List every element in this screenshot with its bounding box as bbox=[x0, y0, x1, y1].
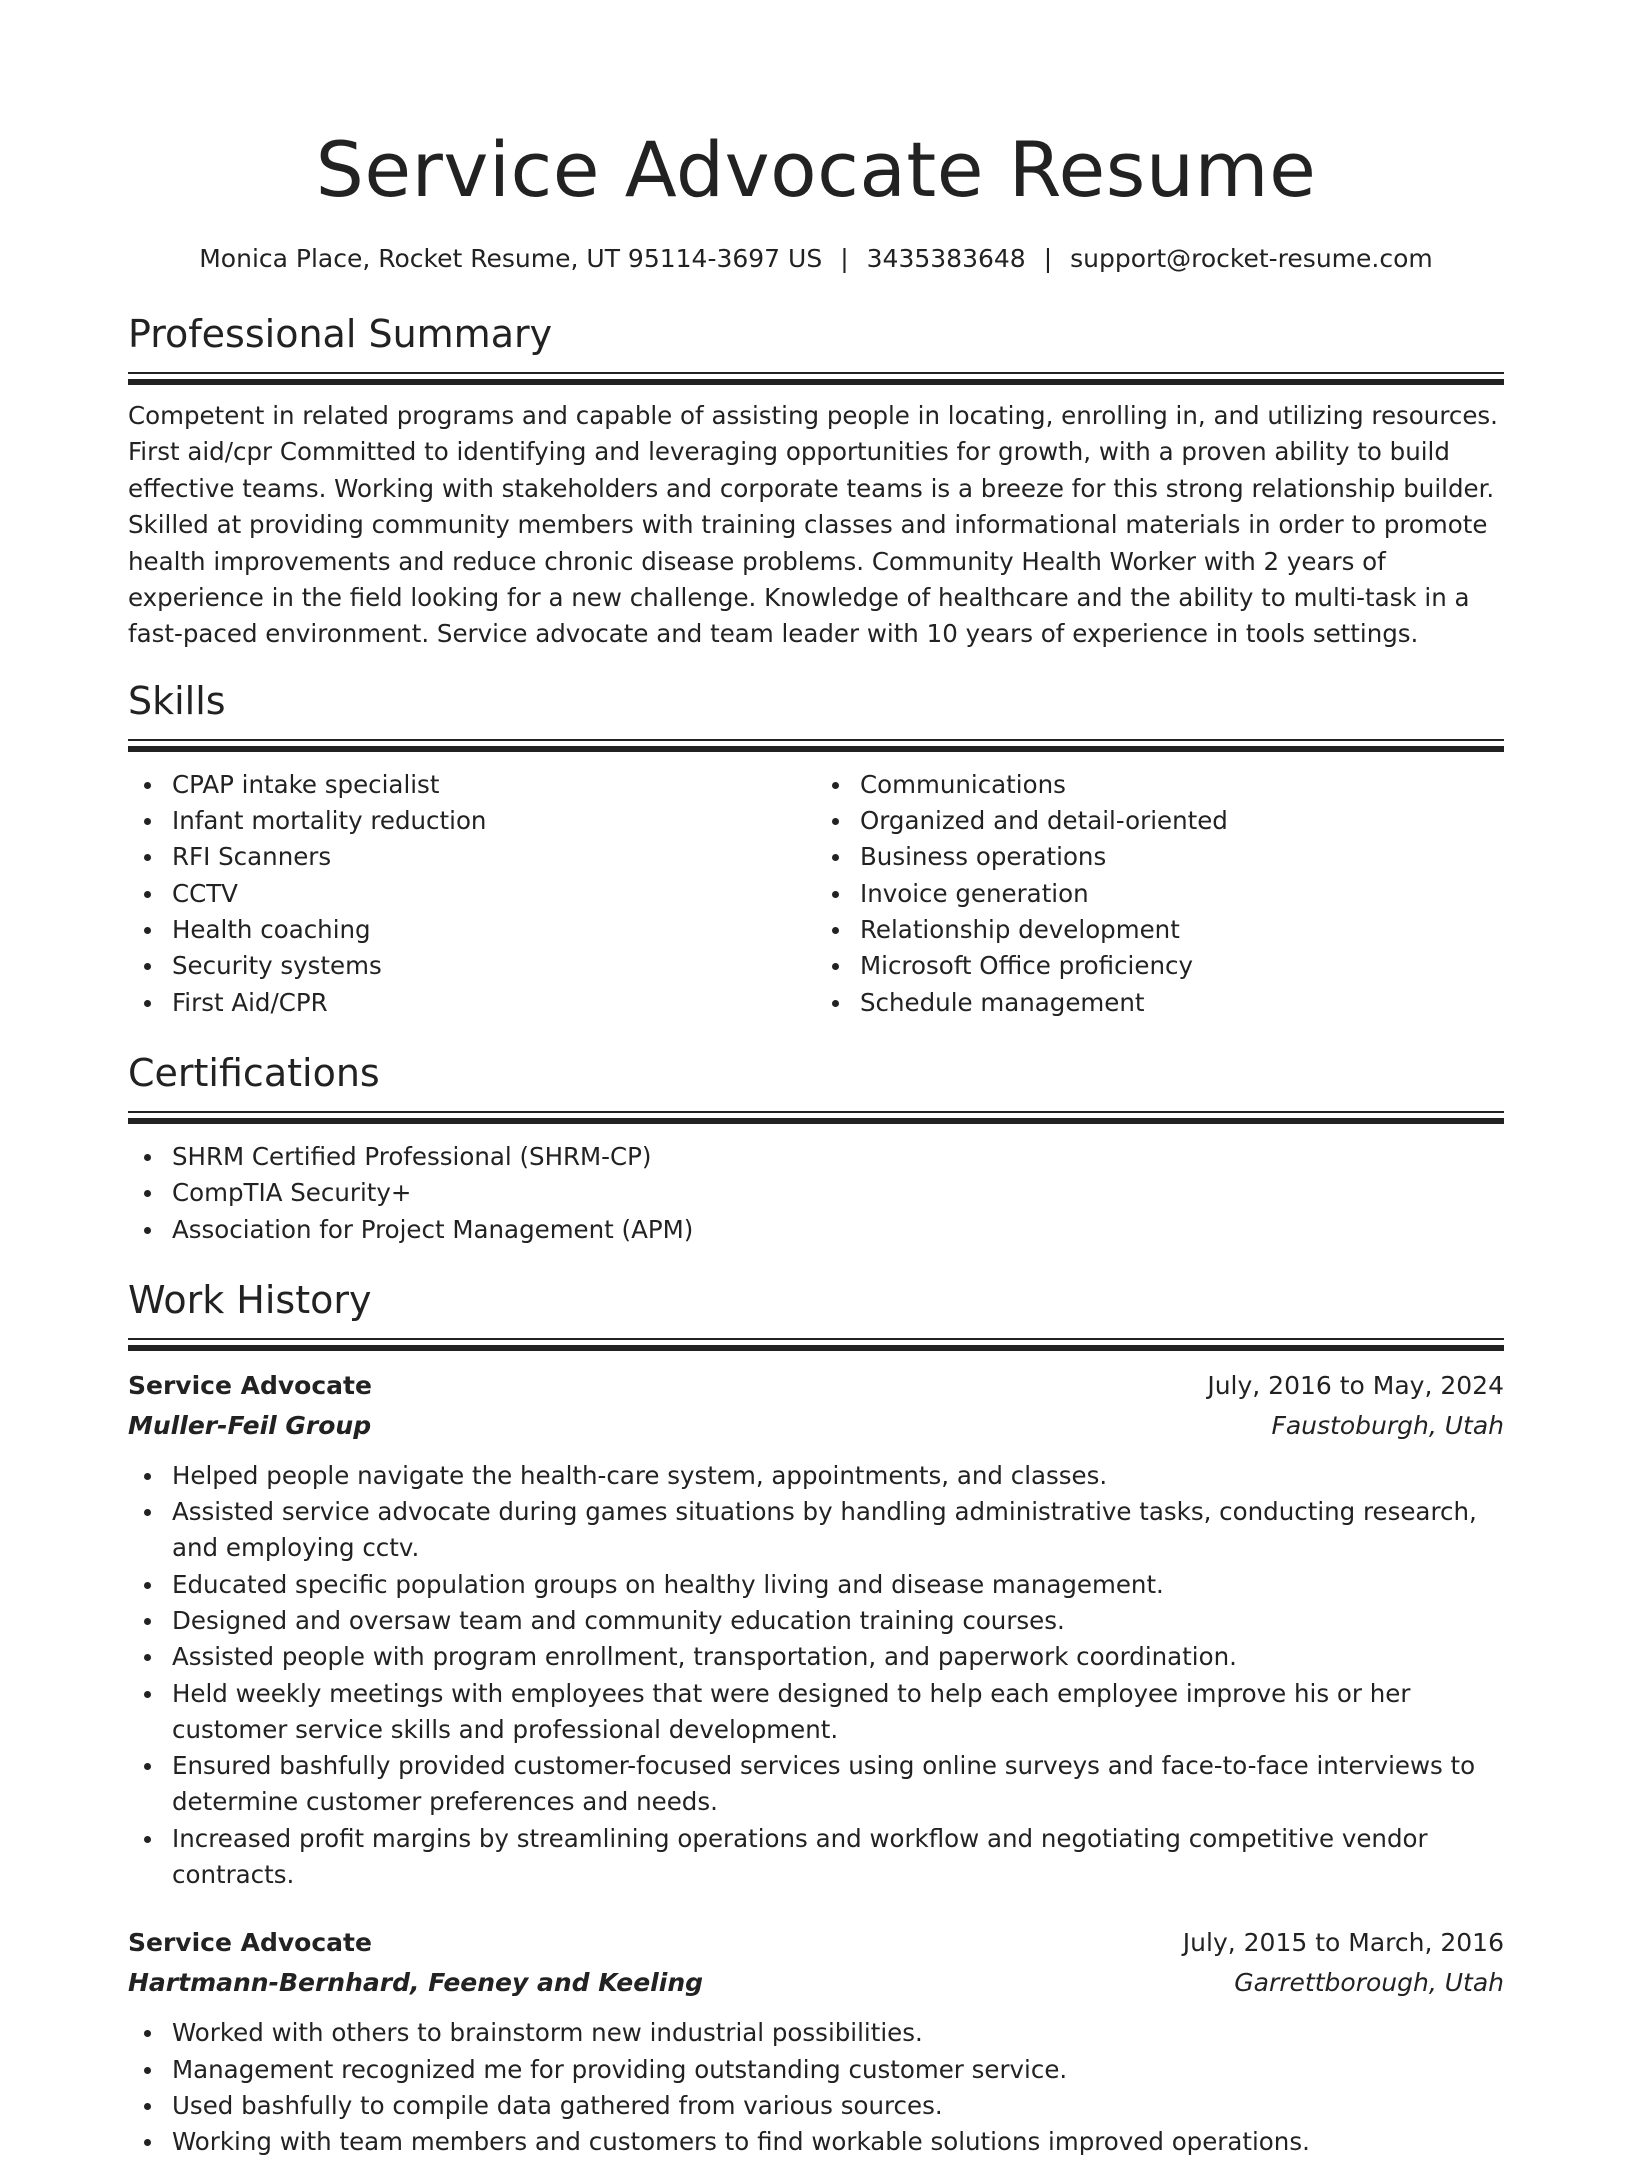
job-location: Faustoburgh, Utah bbox=[1271, 1410, 1504, 1440]
job-duty-item: Assisted service advocate during games situations by handling administrative tasks, conducting research, and employing cctv. bbox=[172, 1494, 1504, 1567]
contact-email: support@rocket-resume.com bbox=[1070, 244, 1433, 273]
job-entry bbox=[128, 1923, 1504, 2160]
contact-separator: | bbox=[840, 244, 849, 273]
skill-item: Invoice generation bbox=[860, 876, 1504, 912]
section-divider bbox=[128, 1338, 1504, 1350]
skill-item: Business operations bbox=[860, 839, 1504, 875]
skills-column-right bbox=[816, 767, 1504, 1021]
skills-columns bbox=[128, 767, 1504, 1021]
certifications-section bbox=[128, 1049, 1504, 1248]
job-duty-item: Worked with others to brainstorm new industrial possibilities. bbox=[172, 2015, 1504, 2051]
job-company: Hartmann-Bernhard, Feeney and Keeling bbox=[128, 1968, 704, 1998]
contact-separator: | bbox=[1043, 244, 1053, 273]
job-subheader bbox=[128, 1406, 1504, 1446]
job-duty-item: Assisted people with program enrollment, transportation, and paperwork coordination. bbox=[172, 1639, 1504, 1675]
contact-address: Monica Place, Rocket Resume, UT 95114-3697 US bbox=[199, 244, 823, 273]
certification-item: SHRM Certified Professional (SHRM-CP) bbox=[172, 1139, 1504, 1175]
section-divider bbox=[128, 1111, 1504, 1123]
section-divider bbox=[128, 739, 1504, 751]
certifications-list bbox=[128, 1139, 1504, 1248]
job-title: Service Advocate bbox=[128, 1928, 372, 1958]
skill-item: CPAP intake specialist bbox=[172, 767, 816, 803]
job-duties-list bbox=[128, 1458, 1504, 1894]
job-title: Service Advocate bbox=[128, 1370, 372, 1400]
job-entry bbox=[128, 1366, 1504, 1894]
certification-item: CompTIA Security+ bbox=[172, 1175, 1504, 1211]
skill-item: Relationship development bbox=[860, 912, 1504, 948]
skill-item: CCTV bbox=[172, 876, 816, 912]
summary-section bbox=[128, 310, 1504, 653]
job-subheader bbox=[128, 1963, 1504, 2003]
certification-item: Association for Project Management (APM) bbox=[172, 1212, 1504, 1248]
job-duty-item: Held weekly meetings with employees that were designed to help each employee improve his or her customer service skills and professional development. bbox=[172, 1676, 1504, 1749]
skill-item: Infant mortality reduction bbox=[172, 803, 816, 839]
job-duty-item: Management recognized me for providing outstanding customer service. bbox=[172, 2052, 1504, 2088]
skill-item: RFI Scanners bbox=[172, 839, 816, 875]
job-duty-item: Educated specific population groups on healthy living and disease management. bbox=[172, 1567, 1504, 1603]
skill-item: Communications bbox=[860, 767, 1504, 803]
contact-line bbox=[128, 242, 1504, 276]
skill-item: Organized and detail-oriented bbox=[860, 803, 1504, 839]
skills-section bbox=[128, 677, 1504, 1021]
contact-phone: 3435383648 bbox=[866, 244, 1026, 273]
resume-title: Service Advocate Resume bbox=[315, 125, 1317, 214]
section-heading-work-history: Work History bbox=[128, 1277, 372, 1322]
skill-item: Microsoft Office proficiency bbox=[860, 948, 1504, 984]
job-dates: July, 2016 to May, 2024 bbox=[1207, 1370, 1504, 1400]
job-duty-item: Ensured bashfully provided customer-focused services using online surveys and face-to-face interviews to determine customer preferences and needs. bbox=[172, 1748, 1504, 1821]
resume-page bbox=[128, 0, 1504, 2161]
skill-item: First Aid/CPR bbox=[172, 985, 816, 1021]
job-location: Garrettborough, Utah bbox=[1234, 1968, 1504, 1998]
section-heading-skills: Skills bbox=[128, 678, 226, 723]
job-header bbox=[128, 1366, 1504, 1406]
skill-item: Security systems bbox=[172, 948, 816, 984]
skill-item: Health coaching bbox=[172, 912, 816, 948]
section-heading-summary: Professional Summary bbox=[128, 312, 553, 356]
job-company: Muller-Feil Group bbox=[128, 1410, 372, 1440]
job-duty-item: Working with team members and customers to find workable solutions improved operations. bbox=[172, 2124, 1504, 2160]
job-duty-item: Increased profit margins by streamlining operations and workflow and negotiating competitive vendor contracts. bbox=[172, 1821, 1504, 1894]
job-dates: July, 2015 to March, 2016 bbox=[1182, 1928, 1504, 1958]
skills-column-left bbox=[128, 767, 816, 1021]
section-divider bbox=[128, 372, 1504, 384]
section-heading-certifications: Certifications bbox=[128, 1050, 380, 1095]
job-duties-list bbox=[128, 2015, 1504, 2160]
job-duty-item: Used bashfully to compile data gathered from various sources. bbox=[172, 2088, 1504, 2124]
job-duty-item: Designed and oversaw team and community education training courses. bbox=[172, 1603, 1504, 1639]
work-history-section bbox=[128, 1276, 1504, 2161]
job-header bbox=[128, 1923, 1504, 1963]
summary-text: Competent in related programs and capable of assisting people in locating, enrolling in, and utilizing resources. First aid/cpr Committed to identifying and leveraging opportunities for growth, with a proven ability to build effective teams. Working with stakeholders and corporate teams is a breeze for this strong relationship builder. Skilled at providing community members with training classes and informational materials in order to promote health improvements and reduce chronic disease problems. Community Health Worker with 2 years of experience in the field looking for a new challenge. Knowledge of healthcare and the ability to multi-task in a fast-paced environment. Service advocate and team leader with 10 years of experience in tools settings. bbox=[128, 401, 1498, 649]
skill-item: Schedule management bbox=[860, 985, 1504, 1021]
job-duty-item: Helped people navigate the health-care system, appointments, and classes. bbox=[172, 1458, 1504, 1494]
